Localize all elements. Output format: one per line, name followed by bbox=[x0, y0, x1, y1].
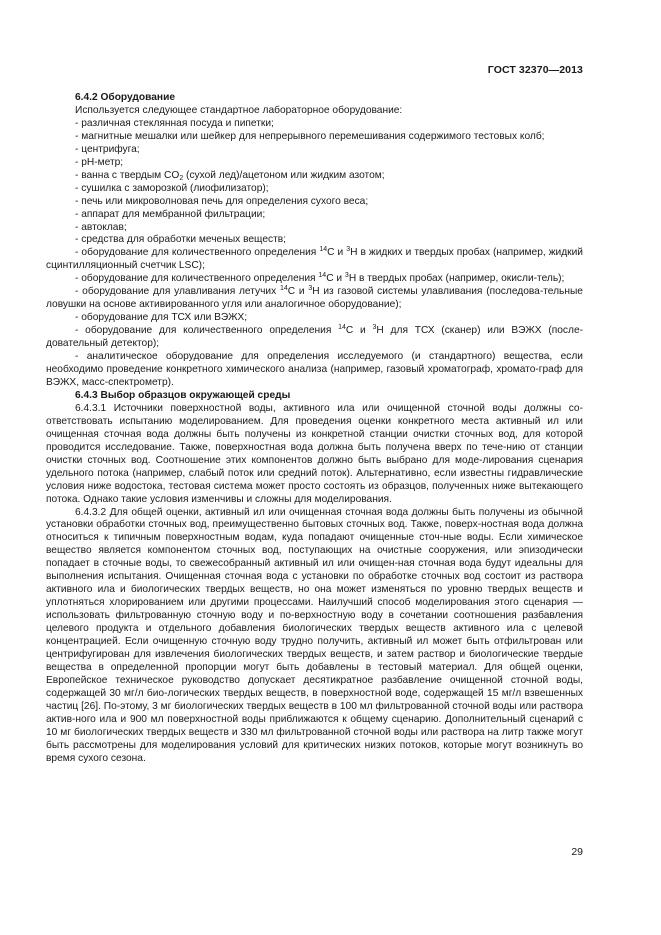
paragraph-6-4-3-1: 6.4.3.1 Источники поверхностной воды, активного ила или очищенной сточной воды должны со-ответствовать испытанию моделированием. Для проведения оценки конкретного места активный ил или очищенная сточная вода должны быть получены из конкретной станции очистки сточных вод, для которой проводится исследование. Также, поверхностная вода должна быть получена вверх по тече-нию от станции очистки сточных вод. Соотношение этих компонентов должно быть выбрано для моде-лирования сценария удельного потока (например, слабый поток или средний поток). Альтернативно, если известны гидравлические условия ниже водостока, тестовая система может просто состоять из образцов, полученных ниже вытекающего потока. Однако такие условия изменчивы и сложны для моделирования. bbox=[46, 402, 583, 505]
list-item: - автоклав; bbox=[75, 221, 127, 233]
list-item: - магнитные мешалки или шейкер для непрерывного перемешивания содержимого тестовых колб; bbox=[75, 130, 545, 142]
list-item: - сушилка с заморозкой (лиофилизатор); bbox=[75, 182, 269, 194]
list-item: - печь или микроволновая печь для определения сухого веса; bbox=[75, 195, 369, 207]
list-item: - оборудование для количественного определения $^{14}$C и $^3$H в твердых пробах (например, окисли-тель); bbox=[75, 272, 565, 285]
section-heading-6-4-3: 6.4.3 Выбор образцов окружающей среды bbox=[75, 389, 291, 401]
list-item: - оборудование для улавливания летучих $^{14}$C и $^3$H из газовой системы улавливания (последова-тельные ловушки на основе активированного угля или аналогичное оборудование); bbox=[46, 285, 583, 311]
list-item: - оборудование для количественного определения $^{14}$C и $^3$H для ТСХ (сканер) или ВЭЖХ (после-довательный детектор); bbox=[46, 324, 583, 350]
list-item: - оборудование для количественного определения $^{14}$C и $^3$H в жидких и твердых пробах (например, жидкий сцинтилляционный счетчик LSC); bbox=[46, 246, 583, 272]
list-item: - ванна с твердым $CO_2$ (сухой лед)/ацетоном или жидким азотом; bbox=[75, 169, 385, 182]
page-content bbox=[46, 92, 583, 766]
page-number: 29 bbox=[571, 846, 583, 858]
list-item: - средства для обработки меченых веществ; bbox=[75, 234, 286, 246]
list-item: - аналитическое оборудование для определения исследуемого (и стандартного) вещества, если необходимо проведение конкретного химического анализа (например, газовый хроматограф, хромато-граф для ВЭЖХ, масс-спектрометр). bbox=[46, 351, 583, 388]
section-heading-6-4-2: 6.4.2 Оборудование bbox=[75, 92, 175, 103]
equipment-intro: Используется следующее стандартное лабораторное оборудование: bbox=[75, 104, 403, 116]
paragraph-6-4-3-2: 6.4.3.2 Для общей оценки, активный ил или очищенная сточная вода должны быть получены из обычной установки обработки сточных вод, преимущественно бытовых сточных вод. Также, поверх-ностная вода должна относиться к типичным поверхностным водам, куда попадают очищенные сточ-ные воды. Если химическое вещество является компонентом сточных вод, поступающих на очистные сооружения, или эпизодически попадает в сточные воды, то свежесобранный активный ил или очищен-ная сточная вода будут идеальны для выполнения испытания. Очищенная сточная вода с установки по обработке сточных вод состоит из раствора активного ила и биологических твердых веществ, но она может изменяться по уровню твердых веществ и уплотняться хлорированием или другими процессами. Наилучший способ моделирования этого сценария — использовать фильтрованную сточную воду и по-верхностную воду в сочетании соотношения разбавления целевого продукта и отдельного добавления биологических твердых веществ активного ила с целевой концентрацией. Если очищенную сточную воду трудно получить, активный ил может быть отфильтрован или центрифугирован для извлечения биологических твердых веществ, и затем раствор и биологические твердые вещества в определенной пропорции могут быть добавлены в тестовый материал. Для общей оценки, Европейское техническое руководство допускает десятикратное разбавление очищенной сточной воды, содержащей 30 мг/л био-логических твердых веществ, в поверхностной воде, содержащей 15 мг/л взвешенных частиц [26]. По-этому, 3 мг биологических твердых веществ в 100 мл фильтрованной сточной воды или раствора актив-ного ила и 900 мл поверхностной воды приближаются к общему сценарию. Дополнительный сценарий с 10 мг биологических твердых веществ и 330 мл фильтрованной сточной воды или раствора на литр также могут быть рассмотрены для моделирования условий для критических низких потоков, которые могут возникнуть во время сухого сезона. bbox=[46, 506, 583, 764]
document-code: ГОСТ 32370—2013 bbox=[487, 64, 583, 76]
list-item: - аппарат для мембранной фильтрации; bbox=[75, 208, 266, 220]
list-item: - различная стеклянная посуда и пипетки; bbox=[75, 117, 274, 129]
list-item: - центрифуга; bbox=[75, 143, 140, 155]
list-item: - pH-метр; bbox=[75, 156, 124, 168]
list-item: - оборудование для ТСХ или ВЭЖХ; bbox=[75, 312, 248, 324]
